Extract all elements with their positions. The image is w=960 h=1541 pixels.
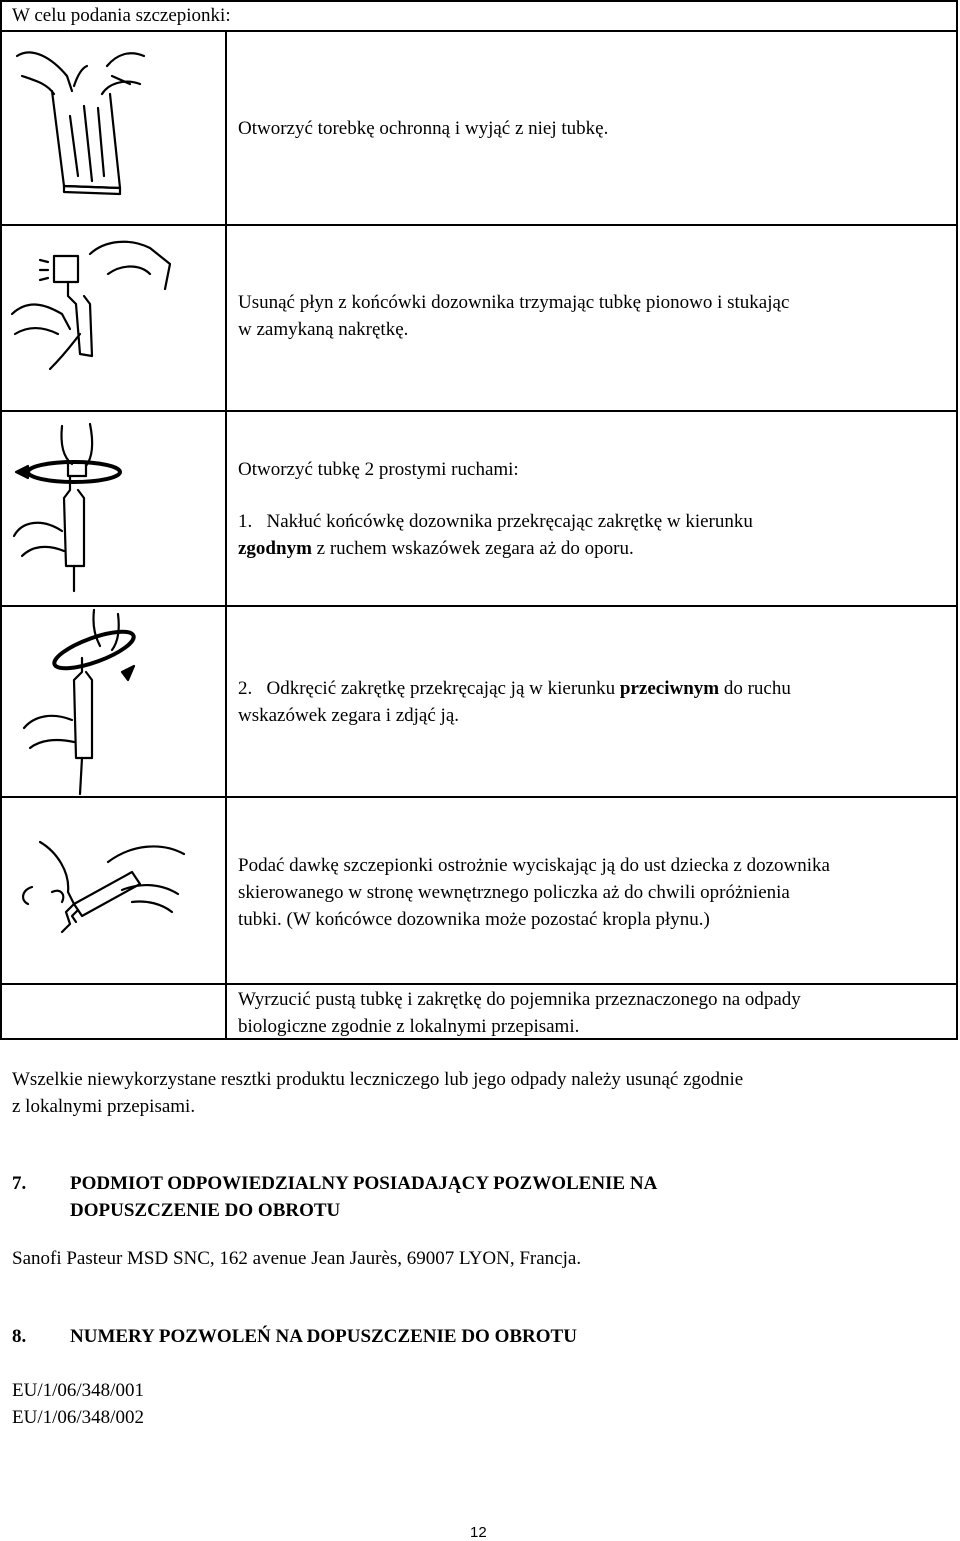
step-discard: Wyrzucić pustą tubkę i zakrętkę do pojemnika przeznaczonego na odpady biologiczne zgodnie z lokalnymi przepisami. xyxy=(238,989,801,1037)
step-open-tube-intro: Otworzyć tubkę 2 prostymi ruchami: xyxy=(238,459,519,480)
authorisation-number: EU/1/06/348/002 xyxy=(12,1407,144,1428)
administer-dose-illustration xyxy=(12,832,192,952)
page-number: 12 xyxy=(470,1524,487,1541)
table-header: W celu podania szczepionki: xyxy=(12,5,231,26)
authorisation-numbers xyxy=(12,1377,144,1431)
step-open-pouch: Otworzyć torebkę ochronną i wyjąć z niej tubkę. xyxy=(238,118,609,139)
step-administer-dose: Podać dawkę szczepionki ostrożnie wyciskając ją do ust dziecka z dozownika skierowanego w stronę wewnętrznego policzka aż do chwili opróżnienia tubki. (W końcówce dozownika może pozostać kropla płynu.) xyxy=(238,855,830,930)
twist-counterclockwise-illustration xyxy=(22,608,142,798)
tap-tube-illustration xyxy=(10,234,190,384)
twist-clockwise-illustration xyxy=(12,416,142,596)
marketing-authorisation-holder: Sanofi Pasteur MSD SNC, 162 avenue Jean Jaurès, 69007 LYON, Francja. xyxy=(12,1248,582,1269)
section-8-number: 8. xyxy=(12,1326,27,1347)
disposal-paragraph: Wszelkie niewykorzystane resztki produktu leczniczego lub jego odpady należy usunąć zgodnie z lokalnymi przepisami. xyxy=(12,1069,744,1117)
step-tap-tube: Usunąć płyn z końcówki dozownika trzymając tubkę pionowo i stukając w zamykaną nakrętkę. xyxy=(238,292,790,340)
section-8-title: NUMERY POZWOLEŃ NA DOPUSZCZENIE DO OBROTU xyxy=(70,1326,577,1347)
step-2-unscrew: 2. Odkręcić zakrętkę przekręcając ją w kierunku przeciwnym do ruchu wskazówek zegara i zdjąć ją. xyxy=(238,678,791,726)
section-7-title: PODMIOT ODPOWIEDZIALNY POSIADAJĄCY POZWOLENIE NA DOPUSZCZENIE DO OBROTU xyxy=(70,1173,658,1221)
step-1-puncture: 1. Nakłuć końcówkę dozownika przekręcając zakrętkę w kierunku zgodnym z ruchem wskazówek zegara aż do oporu. xyxy=(238,511,753,559)
open-pouch-illustration xyxy=(12,36,152,196)
authorisation-number: EU/1/06/348/001 xyxy=(12,1380,144,1401)
section-7-number: 7. xyxy=(12,1173,27,1194)
